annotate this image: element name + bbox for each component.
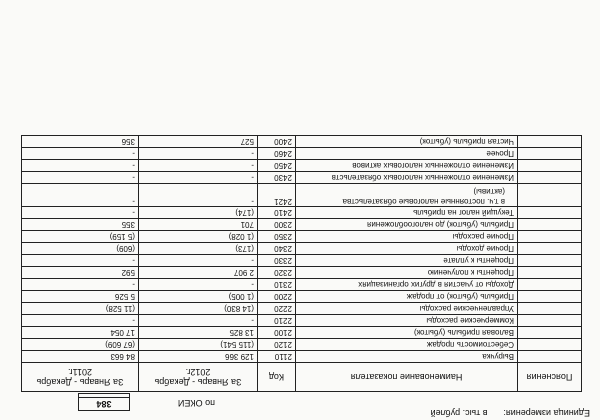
code-cell: 2330: [258, 255, 296, 267]
previous-value-cell: (11 528): [22, 303, 139, 315]
explanation-cell: [518, 219, 582, 231]
current-value-cell: -: [139, 172, 258, 184]
previous-value-cell: 592: [22, 267, 139, 279]
table-row: [22, 148, 582, 160]
indicator-line-1: в т.ч. постоянные налоговые обязательства: [342, 197, 505, 206]
indicator-cell: Коммерческие расходы: [296, 315, 518, 327]
current-value-cell: 129 366: [139, 351, 258, 363]
col-previous-period: За Январь - Декабрь 2011г.: [22, 363, 139, 392]
table-row: [22, 291, 582, 303]
current-value-cell: -: [139, 279, 258, 291]
indicator-line-2: (активы): [473, 187, 505, 196]
table-row: [22, 339, 582, 351]
indicator-cell: Прибыль (убыток) до налогообложения: [296, 219, 518, 231]
table-row: [22, 160, 582, 172]
indicator-cell: Прочее: [296, 148, 518, 160]
code-cell: 2210: [258, 315, 296, 327]
code-cell: 2220: [258, 303, 296, 315]
current-value-cell: -: [139, 315, 258, 327]
explanation-cell: [518, 172, 582, 184]
table-row: [22, 207, 582, 219]
table-row: [22, 327, 582, 339]
explanation-cell: [518, 351, 582, 363]
current-value-cell: -: [139, 148, 258, 160]
indicator-cell: [296, 184, 518, 207]
previous-value-cell: -: [22, 279, 139, 291]
col-code: Код: [258, 363, 296, 392]
explanation-cell: [518, 327, 582, 339]
code-cell: 2460: [258, 148, 296, 160]
code-cell: 2100: [258, 327, 296, 339]
table-row: [22, 279, 582, 291]
explanation-cell: [518, 184, 582, 207]
indicator-cell: Изменение отложенных налоговых обязательств: [296, 172, 518, 184]
current-value-cell: (173): [139, 243, 258, 255]
indicator-cell: Валовая прибыль (убыток): [296, 327, 518, 339]
table-row: [22, 351, 582, 363]
units-label: Единица измерения:: [503, 408, 590, 418]
code-cell: 2110: [258, 351, 296, 363]
table-row: [22, 303, 582, 315]
table-row: [22, 243, 582, 255]
previous-value-cell: (609): [22, 243, 139, 255]
okei-label: по ОКЕИ: [177, 398, 215, 408]
indicator-cell: Выручка: [296, 351, 518, 363]
code-cell: 2120: [258, 339, 296, 351]
table-row: [22, 231, 582, 243]
indicator-cell: Прочие расходы: [296, 231, 518, 243]
previous-value-cell: (5 159): [22, 231, 139, 243]
previous-value-cell: -: [22, 172, 139, 184]
explanation-cell: [518, 160, 582, 172]
indicator-cell: Управленческие расходы: [296, 303, 518, 315]
current-value-cell: -: [139, 160, 258, 172]
previous-value-cell: -: [22, 160, 139, 172]
explanation-cell: [518, 255, 582, 267]
indicator-cell: Проценты к уплате: [296, 255, 518, 267]
current-value-cell: 2 907: [139, 267, 258, 279]
code-cell: 2320: [258, 267, 296, 279]
code-cell: 2430: [258, 172, 296, 184]
indicator-cell: Изменение отложенных налоговых активов: [296, 160, 518, 172]
code-cell: 2350: [258, 231, 296, 243]
previous-value-cell: 355: [22, 219, 139, 231]
table-row: [22, 184, 582, 207]
previous-value-cell: 5 526: [22, 291, 139, 303]
previous-value-cell: -: [22, 255, 139, 267]
table-row: [22, 136, 582, 148]
table-row: [22, 172, 582, 184]
explanation-cell: [518, 267, 582, 279]
explanation-cell: [518, 207, 582, 219]
code-cell: 2340: [258, 243, 296, 255]
col-current-period: За Январь - Декабрь 2012г.: [139, 363, 258, 392]
current-value-cell: (174): [139, 207, 258, 219]
indicator-cell: Проценты к получению: [296, 267, 518, 279]
current-value-cell: 527: [139, 136, 258, 148]
indicator-cell: Прибыль (убыток) от продаж: [296, 291, 518, 303]
okei-box-extension: [78, 393, 130, 398]
table-row: [22, 267, 582, 279]
table-row: [22, 255, 582, 267]
code-cell: 2450: [258, 160, 296, 172]
okei-code: 384: [78, 397, 130, 411]
explanation-cell: [518, 136, 582, 148]
explanation-cell: [518, 148, 582, 160]
explanation-cell: [518, 291, 582, 303]
code-cell: 2300: [258, 219, 296, 231]
explanation-cell: [518, 303, 582, 315]
units-line: [431, 408, 590, 418]
explanation-cell: [518, 279, 582, 291]
current-value-cell: (1 005): [139, 291, 258, 303]
table-row: [22, 219, 582, 231]
previous-value-cell: 17 054: [22, 327, 139, 339]
explanation-cell: [518, 231, 582, 243]
table-row: [22, 315, 582, 327]
current-value-cell: -: [139, 184, 258, 207]
current-value-cell: (1 028): [139, 231, 258, 243]
previous-value-cell: 356: [22, 136, 139, 148]
previous-value-cell: -: [22, 184, 139, 207]
code-cell: 2410: [258, 207, 296, 219]
col-explanations: Пояснения: [518, 363, 582, 392]
indicator-cell: Текущий налог на прибыль: [296, 207, 518, 219]
col-indicator: Наименование показателя: [296, 363, 518, 392]
previous-value-cell: -: [22, 148, 139, 160]
current-value-cell: (115 541): [139, 339, 258, 351]
indicator-cell: Себестоимость продаж: [296, 339, 518, 351]
current-value-cell: -: [139, 255, 258, 267]
current-value-cell: (14 830): [139, 303, 258, 315]
indicator-cell: Чистая прибыль (убыток): [296, 136, 518, 148]
explanation-cell: [518, 315, 582, 327]
indicator-cell: Доходы от участия в других организациях: [296, 279, 518, 291]
code-cell: 2400: [258, 136, 296, 148]
units-value: в тыс. рублей: [430, 408, 488, 418]
previous-value-cell: -: [22, 315, 139, 327]
code-cell: 2310: [258, 279, 296, 291]
code-cell: 2200: [258, 291, 296, 303]
explanation-cell: [518, 243, 582, 255]
previous-value-cell: (67 609): [22, 339, 139, 351]
code-cell: 2421: [258, 184, 296, 207]
indicator-cell: Прочие доходы: [296, 243, 518, 255]
financial-results-table: [21, 135, 582, 392]
previous-value-cell: -: [22, 207, 139, 219]
current-value-cell: 13 825: [139, 327, 258, 339]
header-row: [22, 363, 582, 392]
explanation-cell: [518, 339, 582, 351]
previous-value-cell: 84 663: [22, 351, 139, 363]
current-value-cell: 701: [139, 219, 258, 231]
